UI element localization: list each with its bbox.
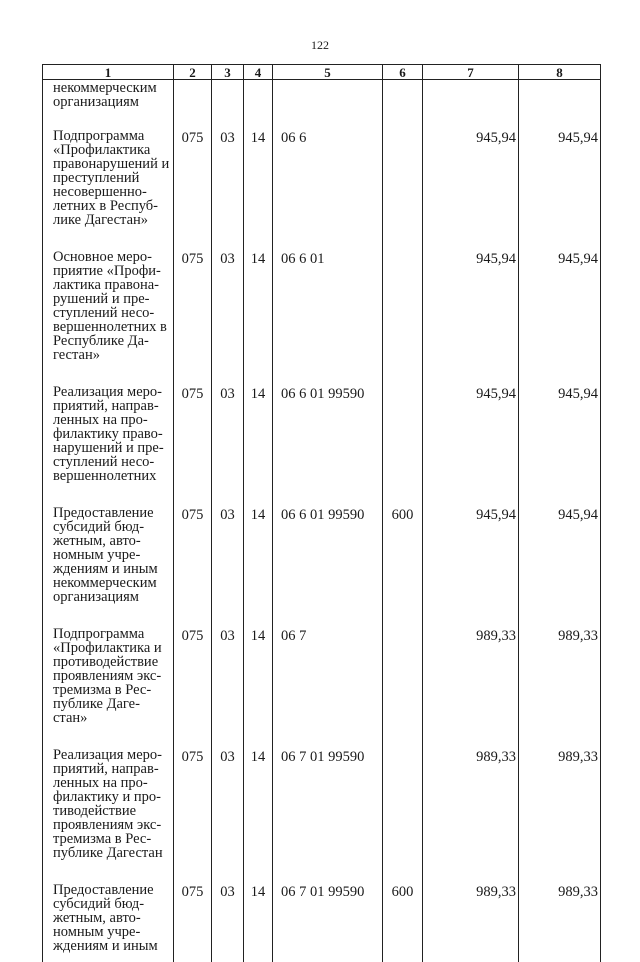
row-rz: 03: [212, 869, 244, 962]
row-csr: 06 6 01 99590: [273, 371, 383, 492]
row-name: некоммерческим организациям: [43, 80, 174, 116]
row-name: Подпрограмма «Профилактика и противодействие проявлениям экс-тремизма в Рес-публике Даге-стан»: [43, 613, 174, 734]
row-sum2: 945,94: [519, 371, 601, 492]
table-row: [43, 492, 601, 613]
row-gr: 075: [174, 371, 212, 492]
row-name: Основное меро-приятие «Профи-лактика правона-рушений и пре-ступлений несо-вершеннолетних в Республике Да-гестан»: [43, 236, 174, 371]
row-rz: 03: [212, 734, 244, 869]
row-name: Предоставление субсидий бюд-жетным, авто-номным учре-ждениям и иным некоммерческим организациям: [43, 492, 174, 613]
row-rz: 03: [212, 236, 244, 371]
table-row: [43, 734, 601, 869]
column-header-8: 8: [519, 65, 601, 80]
row-sum1: 945,94: [423, 492, 519, 613]
row-rz: [212, 80, 244, 116]
row-sum2: 989,33: [519, 869, 601, 962]
row-sum1: 945,94: [423, 236, 519, 371]
row-sum2: [519, 80, 601, 116]
table-header-row: [43, 65, 601, 80]
row-pr: 14: [244, 734, 273, 869]
table-row: [43, 869, 601, 962]
row-vr: [383, 236, 423, 371]
table-row: [43, 115, 601, 236]
row-gr: 075: [174, 734, 212, 869]
column-header-1: 1: [43, 65, 174, 80]
row-sum2: 945,94: [519, 236, 601, 371]
row-sum2: 989,33: [519, 613, 601, 734]
column-header-4: 4: [244, 65, 273, 80]
row-pr: 14: [244, 371, 273, 492]
table-row: [43, 236, 601, 371]
row-csr: 06 7 01 99590: [273, 869, 383, 962]
row-sum1: 989,33: [423, 869, 519, 962]
row-sum1: 989,33: [423, 734, 519, 869]
row-pr: 14: [244, 613, 273, 734]
row-pr: 14: [244, 492, 273, 613]
row-sum1: 945,94: [423, 115, 519, 236]
row-vr: 600: [383, 869, 423, 962]
row-vr: [383, 734, 423, 869]
row-name: Реализация меро-приятий, направ-ленных на про-филактику и про-тиводействие проявлениям экс-тремизма в Рес-публике Дагестан: [43, 734, 174, 869]
row-gr: 075: [174, 613, 212, 734]
column-header-2: 2: [174, 65, 212, 80]
row-csr: [273, 80, 383, 116]
row-vr: [383, 371, 423, 492]
row-vr: 600: [383, 492, 423, 613]
row-sum2: 945,94: [519, 115, 601, 236]
column-header-5: 5: [273, 65, 383, 80]
row-rz: 03: [212, 492, 244, 613]
row-gr: 075: [174, 115, 212, 236]
row-rz: 03: [212, 115, 244, 236]
budget-table: [42, 64, 601, 962]
row-csr: 06 6: [273, 115, 383, 236]
row-name: Предоставление субсидий бюд-жетным, авто-номным учре-ждениям и иным: [43, 869, 174, 962]
row-csr: 06 6 01 99590: [273, 492, 383, 613]
table-row: [43, 371, 601, 492]
row-sum1: [423, 80, 519, 116]
row-sum2: 989,33: [519, 734, 601, 869]
row-name: Подпрограмма «Профилактика правонарушений и преступлений несовершенно-летних в Респуб-лике Дагестан»: [43, 115, 174, 236]
row-vr: [383, 80, 423, 116]
row-pr: 14: [244, 115, 273, 236]
row-gr: 075: [174, 869, 212, 962]
row-gr: [174, 80, 212, 116]
row-sum1: 989,33: [423, 613, 519, 734]
row-gr: 075: [174, 236, 212, 371]
row-vr: [383, 115, 423, 236]
row-sum1: 945,94: [423, 371, 519, 492]
row-pr: 14: [244, 869, 273, 962]
row-rz: 03: [212, 371, 244, 492]
column-header-3: 3: [212, 65, 244, 80]
row-pr: 14: [244, 236, 273, 371]
row-csr: 06 6 01: [273, 236, 383, 371]
row-csr: 06 7 01 99590: [273, 734, 383, 869]
table-row: [43, 613, 601, 734]
column-header-7: 7: [423, 65, 519, 80]
row-csr: 06 7: [273, 613, 383, 734]
row-name: Реализация меро-приятий, направ-ленных на про-филактику право-нарушений и пре-ступлений несо-вершеннолетних: [43, 371, 174, 492]
row-sum2: 945,94: [519, 492, 601, 613]
column-header-6: 6: [383, 65, 423, 80]
table-row: [43, 80, 601, 116]
row-rz: 03: [212, 613, 244, 734]
row-gr: 075: [174, 492, 212, 613]
page-number: 122: [311, 38, 329, 52]
row-vr: [383, 613, 423, 734]
row-pr: [244, 80, 273, 116]
